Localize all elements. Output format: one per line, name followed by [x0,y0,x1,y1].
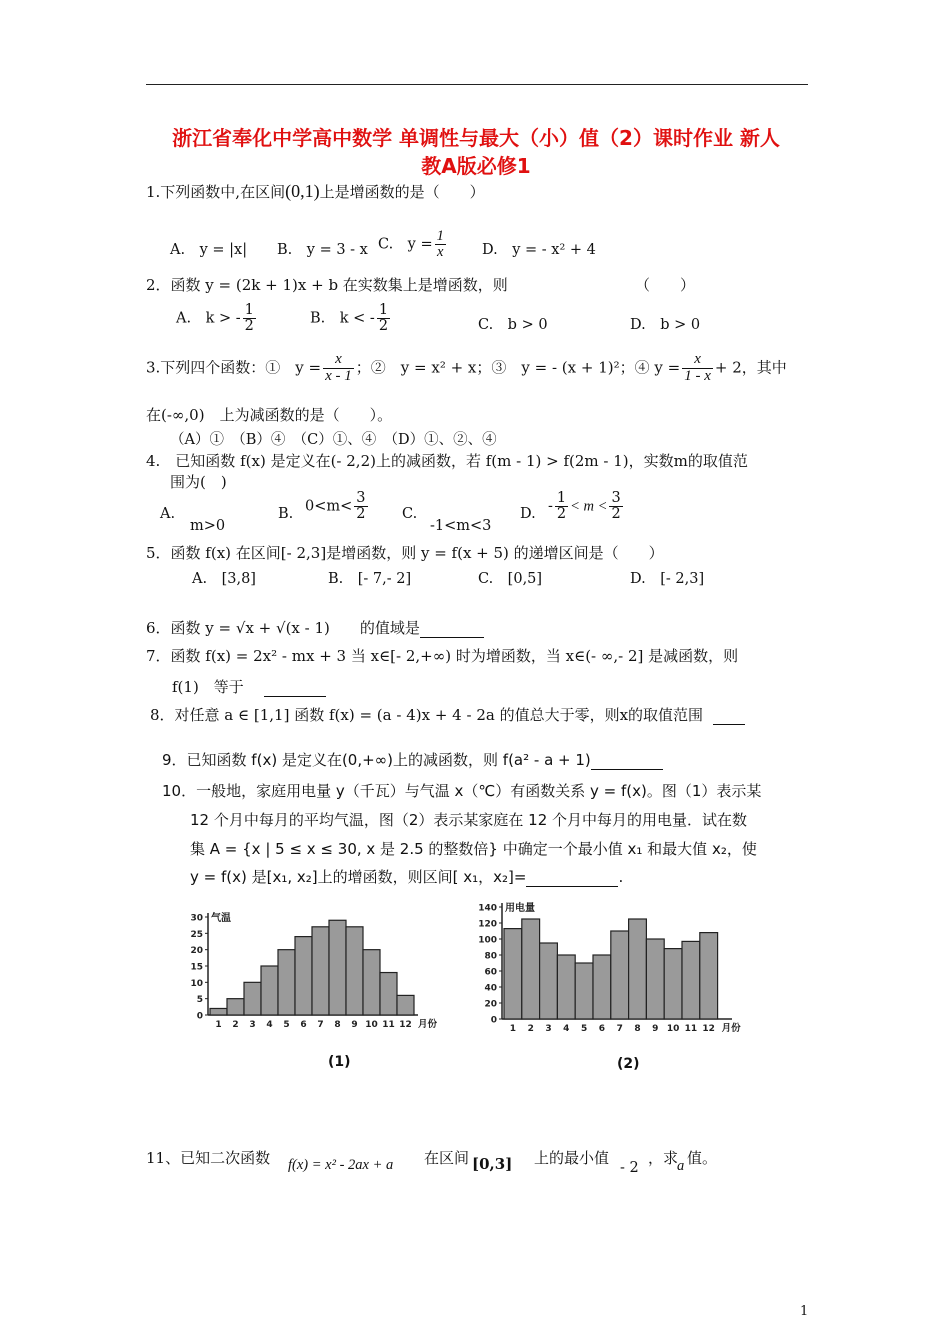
chart1-ytick-label: 5 [196,995,203,1006]
chart2-ytick-label: 20 [484,999,497,1010]
chart1-ytick-label: 15 [190,962,203,973]
chart2-bar-12 [700,933,718,1019]
question-3 [146,352,787,385]
q8-answer-blank[interactable] [713,724,745,725]
question-10-line2: 12 个月中每月的平均气温，图（2）表示某家庭在 12 个月中每月的用电量．试在数 [190,811,748,829]
chart1-xtick-label: 5 [283,1020,290,1030]
q11-stem-b: 在区间 [424,1149,470,1167]
q2-a-den: 2 [244,318,254,335]
chart1-bar-12 [397,995,414,1015]
q9-stem: 9．已知函数 f(x) 是定义在(0,+∞)上的减函数，则 f(a² - a + 1) [162,751,591,769]
doc-title-line2: 教A版必修1 [421,154,531,178]
chart2-bar-10 [664,949,682,1019]
chart2-bar-9 [646,939,664,1019]
chart2-ytick-label: 0 [490,1015,497,1026]
q11-min-value: - 2 [620,1160,639,1176]
q4-b-den: 2 [356,506,366,523]
chart2-ytick-label: 80 [484,951,497,962]
q3-f4-den: 1 - x [684,367,711,384]
chart1-bar-6 [295,937,312,1015]
q2-option-d: D. b > 0 [630,317,701,333]
page-number: 1 [800,1304,809,1319]
chart1-xtick-label: 12 [399,1020,412,1030]
q1-option-a: A. y = |x| [170,242,248,258]
chart1-ytick-label: 20 [190,946,203,957]
chart2-bar-3 [540,943,558,1019]
q11-stem-d: ，求 [648,1149,679,1167]
chart1-bar-7 [312,927,329,1015]
chart1-bar-4 [261,966,278,1015]
chart1-xtick-label: 11 [382,1020,395,1030]
chart2-ytick-label: 40 [484,983,497,994]
chart1-xtick-label: 6 [300,1020,307,1030]
question-6 [146,617,484,638]
chart2-y-label: 用电量 [505,903,535,914]
q6-answer-blank[interactable] [420,637,484,638]
q4-b-pre: 0<m< [305,498,353,515]
chart2-xtick-label: 1 [509,1024,517,1034]
q9-answer-blank[interactable] [591,769,663,770]
q4-option-b [305,491,370,522]
chart1-bar-8 [329,920,346,1015]
q4-d-num2: 3 [611,490,621,506]
q11-formula: f(x) = x² - 2ax + a [288,1157,394,1173]
q3-stem-a: 3.下列四个函数：① y = [146,358,322,377]
question-10-line4 [190,866,623,887]
chart2-xtick-label: 9 [652,1024,659,1034]
q3-line2: 在(-∞,0) 上为减函数的是（ ）。 [146,406,393,424]
question-10-line1: 10．一般地，家庭用电量 y（千瓦）与气温 x（℃）有函数关系 y = f(x)。图（1）表示某 [162,782,762,800]
chart2-bar-4 [557,955,575,1019]
chart1-ytick-label: 25 [190,929,203,940]
q3-options: （A）① （B）④ （C）①、④ （D）①、②、④ [170,432,497,448]
q3-f1-den: x - 1 [325,367,352,384]
chart2-xtick-label: 10 [666,1024,680,1034]
question-5: 5．函数 f(x) 在区间[- 2,3]是增函数，则 y = f(x + 5) 的递增区间是（ ） [146,544,664,562]
chart2-xtick-label: 11 [684,1024,698,1034]
q4-d-mid: < m < [570,498,608,515]
q2-b-num: 1 [378,302,389,318]
q4-option-a-label: A. [160,506,176,522]
chart1-bar-1 [210,1008,227,1015]
q7-stem-line2: f(1) 等于 [172,678,244,696]
q4-option-d [548,491,625,522]
temperature-bar-chart [180,905,445,1075]
q5-option-d: D. [- 2,3] [630,571,705,587]
q4-option-a: m>0 [190,518,226,534]
q10-answer-blank[interactable] [526,886,618,887]
q4-line2: 围为( ) [170,473,227,491]
q1-stem-a: 1.下列函数中,在区间 [146,183,286,201]
q2-b-den: 2 [378,318,389,335]
q2-paren: （ ） [635,276,696,294]
q4-d-num1: 1 [556,490,567,506]
q7-answer-blank[interactable] [264,696,326,697]
q1-c-denominator: x [437,244,444,261]
chart1-xtick-label: 2 [232,1020,239,1030]
question-9 [162,749,663,770]
chart1-xtick-label: 7 [317,1020,324,1030]
chart2-ytick-label: 140 [478,903,497,914]
q5-option-a: A. [3,8] [192,571,256,587]
chart1-bar-2 [227,999,244,1015]
chart1-xtick-label: 1 [215,1020,222,1030]
q11-stem-c: 上的最小值 [534,1149,610,1167]
q2-option-b [310,303,392,334]
q4-option-d-label: D. [520,506,536,522]
q4-d-den1: 2 [556,506,567,523]
header-rule [146,84,808,85]
q2-option-a [176,303,258,334]
q3-stem-c: + 2，其中 [714,358,787,377]
doc-title-line1: 浙江省奉化中学高中数学 单调性与最大（小）值（2）课时作业 新人 [172,126,780,150]
q3-f4-num: x [682,352,713,369]
chart1-bar-3 [244,982,261,1015]
q11-stem-a: 11、已知二次函数 [146,1149,271,1167]
chart2-ytick-label: 60 [484,967,497,978]
question-4: 4. 已知函数 f(x) 是定义在(- 2,2)上的减函数，若 f(m - 1) > f(2m - 1)，实数m的取值范 [146,452,748,470]
chart1-xtick-label: 3 [249,1020,256,1030]
electricity-bar-chart [470,897,770,1075]
q4-d-den2: 2 [611,506,621,523]
chart2-xtick-label: 6 [598,1024,606,1034]
q3-stem-b: ；② y = x² + x；③ y = - (x + 1)²；④ y = [355,358,681,377]
q11-stem-e: 值。 [687,1149,718,1167]
question-7: 7．函数 f(x) = 2x² - mx + 3 当 x∈[- 2,+∞) 时为增函数，当 x∈(- ∞,- 2] 是减函数，则 [146,647,739,665]
q10-line4-end: . [618,868,624,886]
chart2-xtick-label: 5 [580,1024,588,1034]
chart2-xtick-label: 2 [527,1024,534,1034]
q1-interval: (0,1) [285,181,320,201]
chart2-bar-6 [593,955,611,1019]
q1-option-b: B. y = 3 - x [277,242,368,258]
question-8 [150,704,745,725]
q1-c-numerator: 1 [436,228,444,244]
q3-f1-num: x [323,352,354,369]
chart1-xtick-label: 9 [351,1020,358,1030]
chart2-xtick-label: 12 [702,1024,715,1034]
chart1-bar-10 [363,950,380,1015]
chart2-ytick-label: 100 [478,935,497,946]
chart2-bar-8 [629,919,647,1019]
chart2-ytick-label: 120 [478,919,497,930]
chart1-x-label: 月份 [418,1019,438,1030]
q4-d-pre: - [548,498,553,515]
q1-option-d: D. y = - x² + 4 [482,242,596,258]
q5-option-c: C. [0,5] [478,571,543,587]
chart1-ytick-label: 0 [196,1011,203,1022]
chart2-x-label: 月份 [721,1023,741,1034]
q11-interval: [0,3] [472,1155,513,1173]
chart2-bar-7 [611,931,629,1019]
q11-variable: a [677,1158,685,1174]
q1-option-c-label: C. y = [378,236,433,253]
q1-option-c [378,229,448,260]
q2-a-num: 1 [244,302,254,318]
chart2-caption: (2) [617,1056,640,1072]
chart1-xtick-label: 10 [365,1020,378,1030]
chart1-y-label: 气温 [211,913,231,924]
chart2-xtick-label: 4 [563,1024,570,1034]
chart1-xtick-label: 4 [266,1020,273,1030]
question-1 [146,181,485,202]
q4-option-c: -1<m<3 [430,518,492,534]
chart1-bar-5 [278,950,295,1015]
chart2-xtick-label: 8 [634,1024,641,1034]
chart2-bar-1 [504,929,522,1019]
chart2-bar-2 [522,919,540,1019]
q2-b-label: B. k < - [310,310,375,327]
chart2-bar-11 [682,941,700,1019]
question-10-line3: 集 A = {x | 5 ≤ x ≤ 30, x 是 2.5 的整数倍} 中确定一个最小值 x₁ 和最大值 x₂，使 [190,840,757,858]
q4-b-num: 3 [356,490,366,506]
q4-option-b-label: B. [278,506,294,522]
chart2-xtick-label: 3 [545,1024,552,1034]
chart2-xtick-label: 7 [616,1024,623,1034]
chart2-bar-5 [575,963,593,1019]
q2-a-label: A. k > - [176,310,241,327]
q8-stem: 8．对任意 a ∈ [1,1] 函数 f(x) = (a - 4)x + 4 - 2a 的值总大于零，则x的取值范围 [150,706,704,724]
q10-line4-text: y = f(x) 是[x₁, x₂]上的增函数，则区间[ x₁，x₂]= [190,868,527,886]
q5-option-b: B. [- 7,- 2] [328,571,412,587]
q2-option-c: C. b > 0 [478,317,548,333]
chart1-ytick-label: 30 [190,913,203,924]
chart1-bar-11 [380,973,397,1015]
question-11 [146,1147,270,1168]
chart1-ytick-label: 10 [190,978,203,989]
chart1-caption: (1) [328,1054,351,1070]
chart1-xtick-label: 8 [334,1020,341,1030]
q7-line2 [172,676,326,697]
question-2: 2．函数 y = (2k + 1)x + b 在实数集上是增函数，则 [146,276,508,294]
q4-option-c-label: C. [402,506,418,522]
chart1-bar-9 [346,927,363,1015]
q1-stem-b: 上是增函数的是（ ） [319,183,485,201]
q6-stem: 6．函数 y = √x + √(x - 1) 的值域是 [146,619,420,637]
